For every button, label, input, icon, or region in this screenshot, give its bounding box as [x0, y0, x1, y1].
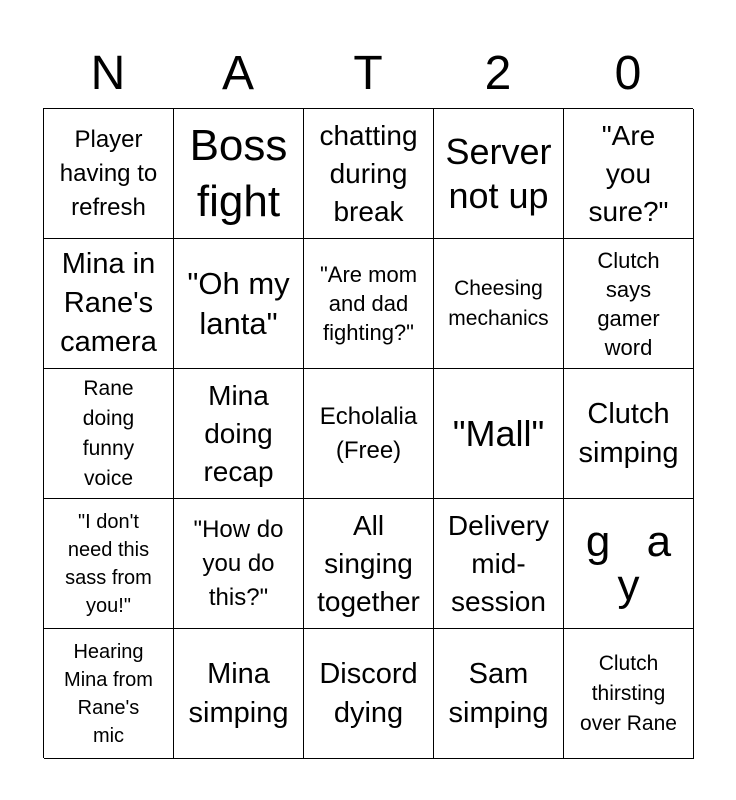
bingo-cell-r1c5[interactable]	[564, 109, 694, 239]
bingo-cell-text: Echolalia (Free)	[319, 402, 418, 464]
bingo-header	[43, 40, 693, 108]
bingo-cell-r5c3[interactable]	[304, 629, 434, 759]
bingo-cell-text: Sam simping	[448, 657, 549, 729]
bingo-cell-text: "Oh my lanta"	[187, 265, 290, 341]
bingo-cell-r4c5[interactable]	[564, 499, 694, 629]
bingo-cell-text: "Are mom and dad fighting?"	[319, 262, 418, 345]
bingo-cell-r4c1[interactable]	[44, 499, 174, 629]
header-letter-0: 0	[614, 47, 642, 100]
bingo-cell-r5c4[interactable]	[434, 629, 564, 759]
bingo-cell-r3c5[interactable]	[564, 369, 694, 499]
bingo-cell-r3c2[interactable]	[174, 369, 304, 499]
bingo-cell-r1c1[interactable]	[44, 109, 174, 239]
bingo-cell-text: Clutch simping	[578, 397, 679, 469]
bingo-cell-text: g a y	[585, 516, 684, 610]
bingo-cell-text: Mina simping	[188, 657, 289, 729]
bingo-cell-text: "How do you do this?"	[193, 515, 284, 611]
bingo-cell-text: chatting during break	[319, 119, 418, 227]
header-letter-t: T	[353, 47, 383, 100]
bingo-cell-r4c3[interactable]	[304, 499, 434, 629]
bingo-cell-r2c4[interactable]	[434, 239, 564, 369]
bingo-cell-text: "Are you sure?"	[588, 119, 669, 227]
bingo-cell-r2c1[interactable]	[44, 239, 174, 369]
bingo-cell-text: Mina in Rane's camera	[60, 248, 157, 358]
bingo-cell-r5c1[interactable]	[44, 629, 174, 759]
bingo-cell-r3c4[interactable]	[434, 369, 564, 499]
bingo-cell-text: Clutch says gamer word	[597, 247, 660, 360]
bingo-cell-text: Hearing Mina from Rane's mic	[64, 640, 153, 747]
header-letter-a: A	[221, 47, 254, 100]
bingo-cell-r1c4[interactable]	[434, 109, 564, 239]
bingo-cell-text: "Mall"	[452, 412, 545, 454]
bingo-cell-text: Clutch thirsting over Rane	[580, 651, 677, 735]
bingo-cell-r5c2[interactable]	[174, 629, 304, 759]
bingo-cell-text: Rane doing funny voice	[82, 376, 135, 490]
bingo-cell-r1c3[interactable]	[304, 109, 434, 239]
bingo-cell-text: Server not up	[445, 130, 552, 216]
bingo-cell-r5c5[interactable]	[564, 629, 694, 759]
header-letter-2: 2	[484, 47, 512, 100]
bingo-cell-text: "I don't need this sass from you!"	[65, 510, 152, 617]
bingo-board	[43, 108, 693, 758]
bingo-cell-r3c3[interactable]	[304, 369, 434, 499]
bingo-cell-r4c4[interactable]	[434, 499, 564, 629]
bingo-cell-text: Cheesing mechanics	[448, 276, 549, 330]
bingo-cell-r2c2[interactable]	[174, 239, 304, 369]
bingo-cell-r2c5[interactable]	[564, 239, 694, 369]
bingo-cell-text: Mina doing recap	[203, 379, 274, 487]
bingo-cell-r4c2[interactable]	[174, 499, 304, 629]
header-letter-n: N	[90, 47, 126, 100]
bingo-cell-text: All singing together	[317, 509, 420, 617]
bingo-cell-r2c3[interactable]	[304, 239, 434, 369]
bingo-cell-text: Delivery mid- session	[447, 509, 550, 617]
bingo-cell-r3c1[interactable]	[44, 369, 174, 499]
bingo-cell-text: Player having to refresh	[59, 125, 158, 221]
bingo-cell-r1c2[interactable]	[174, 109, 304, 239]
bingo-cell-text: Discord dying	[319, 657, 418, 729]
bingo-cell-text: Boss fight	[189, 120, 288, 226]
